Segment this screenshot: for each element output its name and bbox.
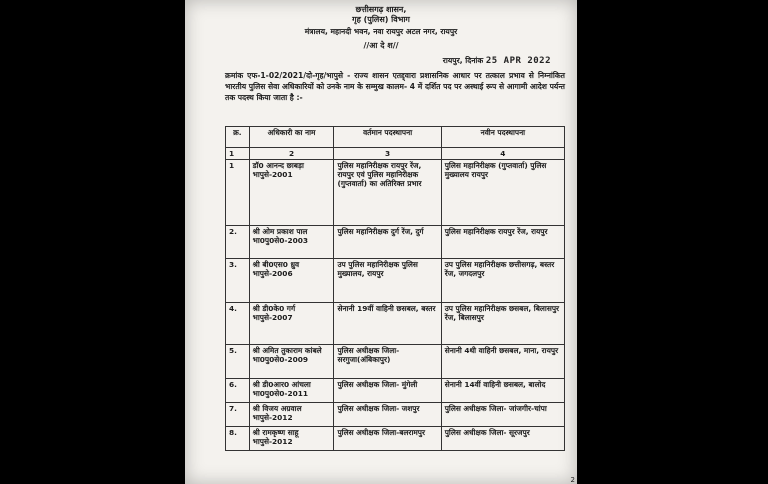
header-order-title: //आ दे श// [363,41,399,50]
row-name [249,345,334,379]
page-number: 2 [570,476,575,484]
officer-name: श्री अमित तुकाराम कांबले [252,346,322,355]
row-sn: 6. [226,379,250,403]
row-name [249,403,334,427]
date-label: रायपुर, दिनांक [442,56,484,65]
table-row [226,259,565,303]
table-row [226,403,565,427]
officer-name: श्री डी0आर0 आंचला [252,380,311,389]
row-name [249,259,334,303]
officer-name: श्री रामकृष्ण साहू [252,428,299,437]
order-paragraph: क्रमांक एफ-1-02/2021/दो-गृह/भापुसे - राज्य शासन एतद्द्वारा प्रशासनिक आधार पर तत्काल प्रभाव से निम्नांकित भारतीय पुलिस सेवा अधिकारियों को उनके नाम के सम्मुख कालम- 4 में दर्शित पद पर अस्थाई रूप से आगामी आदेश पर्यन्त तक पदस्थ किया जाता है :- [225,71,565,102]
officer-batch: भापुसे-2012 [252,437,293,446]
row-sn: 5. [226,345,250,379]
header-department: गृह (पुलिस) विभाग [352,15,410,24]
row-name [249,226,334,259]
table-row [226,345,565,379]
row-new-posting: उप पुलिस महानिरीक्षक छत्तीसगढ़, बस्तर रेंज, जगदलपुर [441,259,564,303]
row-new-posting: पुलिस अधीक्षक जिला- जांजगीर-चांपा [441,403,564,427]
col-header-sn: क्र. [226,127,250,148]
officer-batch: भापुसे-2001 [252,170,293,179]
row-current-posting: पुलिस अधीक्षक जिला-सरगुजा(अंबिकापुर) [334,345,441,379]
col-number: 2 [249,148,334,160]
officer-batch: भा0पु0से0-2011 [252,389,309,398]
row-new-posting: सेनानी 14वीं वाहिनी छसबल, बालोद [441,379,564,403]
table-row [226,226,565,259]
table-row [226,160,565,226]
officer-name: श्री डी0के0 गर्ग [252,304,296,313]
date-stamp: 25 APR 2022 [485,56,551,66]
officer-batch: भापुसे-2012 [252,413,293,422]
row-current-posting: पुलिस महानिरीक्षक दुर्ग रेंज, दुर्ग [334,226,441,259]
row-current-posting: पुलिस महानिरीक्षक रायपुर रेंज, रायपुर एवं पुलिस महानिरीक्षक (गुप्तवार्ता) का अतिरिक्त प्रभार [334,160,441,226]
row-current-posting: उप पुलिस महानिरीक्षक पुलिस मुख्यालय, रायपुर [334,259,441,303]
row-sn: 2. [226,226,250,259]
officer-batch: भापुसे-2006 [252,269,293,278]
table-colnum-row [226,148,565,160]
row-sn: 1 [226,160,250,226]
row-sn: 8. [226,427,250,451]
col-number: 3 [334,148,441,160]
row-name [249,379,334,403]
row-new-posting: सेनानी 4थी वाहिनी छसबल, माना, रायपुर [441,345,564,379]
officer-name: श्री विजय अग्रवाल [252,404,302,413]
row-sn: 3. [226,259,250,303]
officer-batch: भा0पु0से0-2009 [252,355,309,364]
row-current-posting: पुलिस अधीक्षक जिला- मुंगेली [334,379,441,403]
table-row [226,303,565,345]
col-header-new: नवीन पदस्थापना [441,127,564,148]
col-number: 4 [441,148,564,160]
row-name [249,160,334,226]
col-number: 1 [226,148,250,160]
officer-name: श्री बी0एस0 ध्रुव [252,260,300,269]
officer-batch: भा0पु0से0-2003 [252,236,309,245]
row-new-posting: उप पुलिस महानिरीक्षक छसबल, बिलासपुर रेंज, बिलासपुर [441,303,564,345]
row-current-posting: पुलिस अधीक्षक जिला- जशपुर [334,403,441,427]
officer-name: श्री ओम प्रकाश पाल [252,227,308,236]
row-new-posting: पुलिस महानिरीक्षक (गुप्तवार्ता) पुलिस मुख्यालय रायपुर [441,160,564,226]
row-name [249,427,334,451]
col-header-current: वर्तमान पदस्थापना [334,127,441,148]
row-name [249,303,334,345]
document-page [185,0,577,484]
table-row [226,427,565,451]
table-row [226,379,565,403]
table-header-row [226,127,565,148]
officer-name: डॉ0 आनन्द छाबड़ा [252,161,304,170]
officer-batch: भापुसे-2007 [252,313,293,322]
row-new-posting: पुलिस महानिरीक्षक रायपुर रेंज, रायपुर [441,226,564,259]
row-sn: 4. [226,303,250,345]
row-sn: 7. [226,403,250,427]
order-date [443,56,551,66]
row-current-posting: सेनानी 19वीं वाहिनी छसबल, बस्तर [334,303,441,345]
header-address: मंत्रालय, महानदी भवन, नवा रायपुर अटल नगर, रायपुर [304,27,458,36]
posting-table [225,126,565,451]
row-current-posting: पुलिस अधीक्षक जिला-बलरामपुर [334,427,441,451]
col-header-name: अधिकारी का नाम [249,127,334,148]
row-new-posting: पुलिस अधीक्षक जिला- सूरजपुर [441,427,564,451]
header-state: छत्तीसगढ़ शासन, [355,5,407,14]
